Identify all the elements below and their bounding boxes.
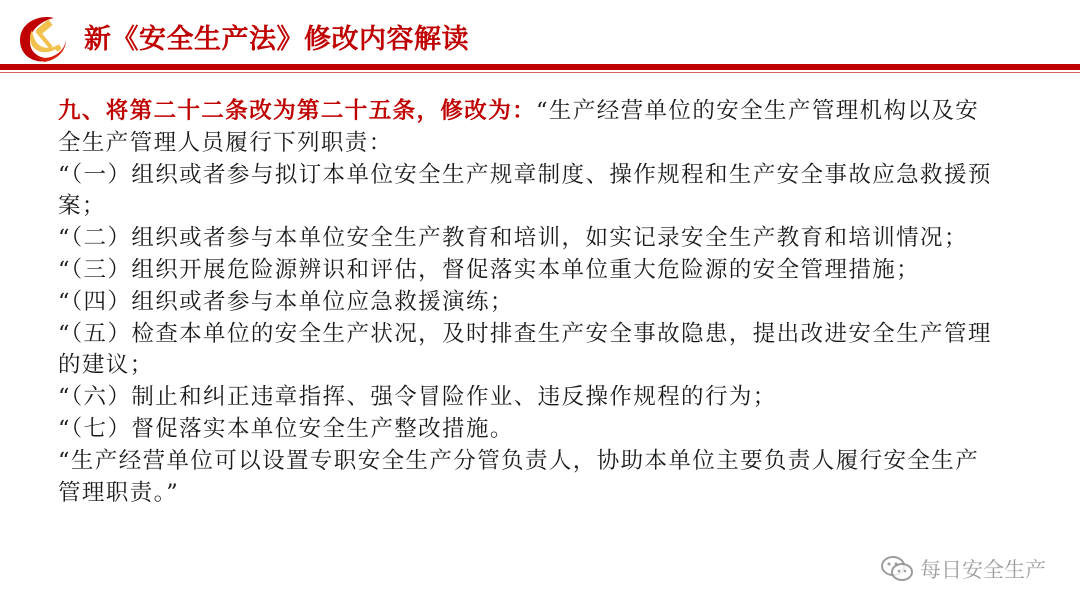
slide-header xyxy=(0,0,1080,72)
wechat-icon xyxy=(880,555,914,583)
slide-title: 新《安全生产法》修改内容解读 xyxy=(84,24,469,55)
watermark xyxy=(880,554,1046,584)
list-item: “（六）制止和纠正违章指挥、强令冒险作业、违反操作规程的行为； xyxy=(58,384,777,411)
lead-text: 九、将第二十二条改为第二十五条，修改为： xyxy=(58,98,537,124)
party-emblem-icon xyxy=(14,10,70,64)
list-item: “（四）组织或者参与本单位应急救援演练； xyxy=(58,288,514,315)
closing-paragraph: “生产经营单位可以设置专职安全生产分管负责人，协助本单位主要负责人履行安全生产管理职责。” xyxy=(58,447,980,506)
list-item: “（七）督促落实本单位安全生产整改措施。 xyxy=(58,415,514,442)
content-body xyxy=(58,96,1002,509)
list-item: “（一）组织或者参与拟订本单位安全生产规章制度、操作规程和生产安全事故应急救援预案； xyxy=(58,161,992,220)
intro-text: “生产经营单位的安全生产管理机构以及安全生产管理人员履行下列职责： xyxy=(58,98,980,156)
list-item: “（二）组织或者参与本单位安全生产教育和培训，如实记录安全生产教育和培训情况； xyxy=(58,225,968,252)
header-divider xyxy=(0,64,1080,70)
list-item: “（三）组织开展危险源辨识和评估，督促落实本单位重大危险源的安全管理措施； xyxy=(58,256,921,283)
intro-paragraph xyxy=(58,96,1002,160)
list-item: “（五）检查本单位的安全生产状况，及时排查生产安全事故隐患，提出改进安全生产管理的建议； xyxy=(58,320,992,379)
header-divider-thin xyxy=(0,72,1080,73)
watermark-text: 每日安全生产 xyxy=(920,558,1046,582)
